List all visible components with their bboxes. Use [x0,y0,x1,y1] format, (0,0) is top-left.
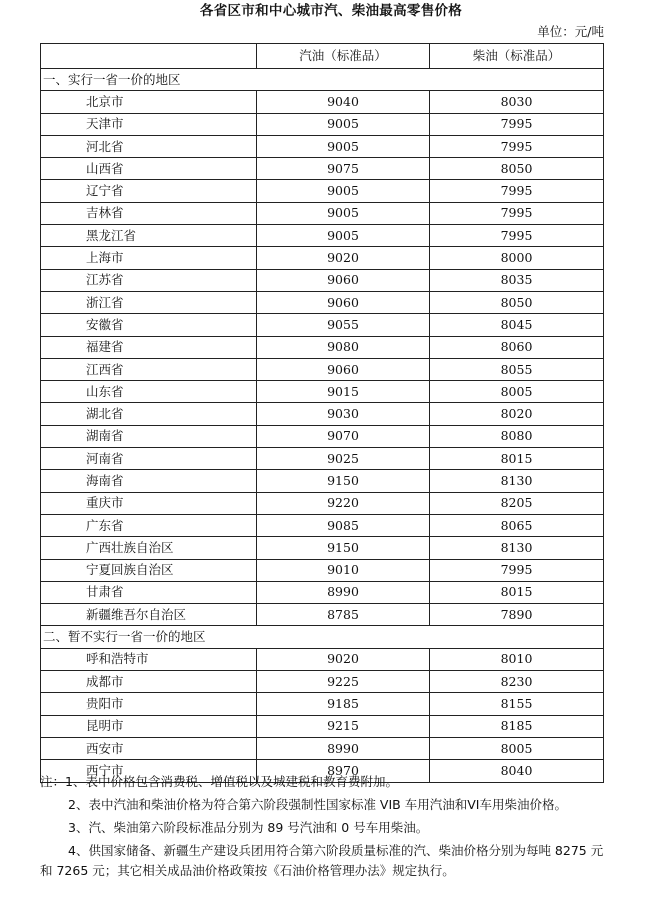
gasoline-price-cell: 8970 [257,760,430,782]
unit-label: 单位：元/吨 [537,24,604,39]
region-name-cell: 江苏省 [41,269,257,291]
table-row [41,225,604,247]
table-row [41,247,604,269]
region-name-cell: 新疆维吾尔自治区 [41,604,257,626]
region-name-cell: 山东省 [41,381,257,403]
section-row-2 [41,626,604,648]
gasoline-price-cell: 9075 [257,158,430,180]
gasoline-price-cell: 9070 [257,425,430,447]
diesel-price-cell: 7995 [430,135,604,157]
table-row [41,581,604,603]
table-row [41,314,604,336]
region-name-cell: 呼和浩特市 [41,648,257,670]
region-name-cell: 黑龙江省 [41,225,257,247]
page-title: 各省区市和中心城市汽、柴油最高零售价格 [199,3,463,19]
diesel-price-cell: 8130 [430,537,604,559]
gasoline-price-cell: 9060 [257,269,430,291]
table-row [41,537,604,559]
section-label-1: 一、实行一省一价的地区 [41,69,604,91]
gasoline-price-cell: 9005 [257,180,430,202]
gasoline-price-cell: 9005 [257,135,430,157]
region-name-cell: 湖南省 [41,425,257,447]
table-row [41,358,604,380]
gasoline-price-cell: 8990 [257,737,430,759]
diesel-price-cell: 7995 [430,225,604,247]
diesel-price-cell: 8040 [430,760,604,782]
header-gasoline: 汽油（标准品） [257,44,430,69]
table-row [41,381,604,403]
gasoline-price-cell: 9150 [257,537,430,559]
region-name-cell: 北京市 [41,91,257,113]
diesel-price-cell: 8045 [430,314,604,336]
gasoline-price-cell: 9040 [257,91,430,113]
gasoline-price-cell: 8990 [257,581,430,603]
region-name-cell: 贵阳市 [41,693,257,715]
diesel-price-cell: 7995 [430,202,604,224]
table-row [41,648,604,670]
table-row [41,604,604,626]
region-name-cell: 山西省 [41,158,257,180]
gasoline-price-cell: 8785 [257,604,430,626]
table-row [41,425,604,447]
gasoline-price-cell: 9005 [257,113,430,135]
diesel-price-cell: 8030 [430,91,604,113]
diesel-price-cell: 8010 [430,648,604,670]
gasoline-price-cell: 9215 [257,715,430,737]
table-row [41,737,604,759]
table-header-row [41,44,604,69]
diesel-price-cell: 8015 [430,448,604,470]
gasoline-price-cell: 9150 [257,470,430,492]
region-name-cell: 河南省 [41,448,257,470]
gasoline-price-cell: 9080 [257,336,430,358]
gasoline-price-cell: 9020 [257,247,430,269]
diesel-price-cell: 8230 [430,671,604,693]
note-3: 3、汽、柴油第六阶段标准品分别为 89 号汽油和 0 号车用柴油。 [68,820,429,835]
table-row [41,291,604,313]
table-row [41,269,604,291]
region-name-cell: 宁夏回族自治区 [41,559,257,581]
table-row [41,514,604,536]
gasoline-price-cell: 9055 [257,314,430,336]
region-name-cell: 天津市 [41,113,257,135]
region-name-cell: 湖北省 [41,403,257,425]
table-row [41,715,604,737]
table-row [41,671,604,693]
notes [40,772,608,884]
region-name-cell: 安徽省 [41,314,257,336]
note-1: 注：1、表中价格包含消费税、增值税以及城建税和教育费附加。 [40,774,398,789]
table-row [41,492,604,514]
region-name-cell: 浙江省 [41,291,257,313]
region-name-cell: 昆明市 [41,715,257,737]
table-row [41,91,604,113]
gasoline-price-cell: 9225 [257,671,430,693]
gasoline-price-cell: 9025 [257,448,430,470]
diesel-price-cell: 8205 [430,492,604,514]
table-row [41,336,604,358]
table-row [41,158,604,180]
region-name-cell: 辽宁省 [41,180,257,202]
gasoline-price-cell: 9010 [257,559,430,581]
diesel-price-cell: 8185 [430,715,604,737]
diesel-price-cell: 8050 [430,158,604,180]
region-name-cell: 成都市 [41,671,257,693]
diesel-price-cell: 8060 [430,336,604,358]
diesel-price-cell: 7995 [430,559,604,581]
region-name-cell: 吉林省 [41,202,257,224]
diesel-price-cell: 7995 [430,113,604,135]
table-row [41,202,604,224]
gasoline-price-cell: 9060 [257,291,430,313]
gasoline-price-cell: 9085 [257,514,430,536]
table-row [41,470,604,492]
table-row [41,135,604,157]
region-name-cell: 江西省 [41,358,257,380]
region-name-cell: 西安市 [41,737,257,759]
note-2: 2、表中汽油和柴油价格为符合第六阶段强制性国家标准 VIB 车用汽油和VI车用柴油价格。 [68,797,567,812]
diesel-price-cell: 8005 [430,737,604,759]
diesel-price-cell: 8020 [430,403,604,425]
gasoline-price-cell: 9060 [257,358,430,380]
section-label-2: 二、暂不实行一省一价的地区 [41,626,604,648]
diesel-price-cell: 8035 [430,269,604,291]
diesel-price-cell: 8130 [430,470,604,492]
region-name-cell: 广西壮族自治区 [41,537,257,559]
diesel-price-cell: 8015 [430,581,604,603]
diesel-price-cell: 8000 [430,247,604,269]
gasoline-price-cell: 9015 [257,381,430,403]
gasoline-price-cell: 9185 [257,693,430,715]
gasoline-price-cell: 9020 [257,648,430,670]
diesel-price-cell: 8005 [430,381,604,403]
region-name-cell: 甘肃省 [41,581,257,603]
header-diesel: 柴油（标准品） [430,44,604,69]
region-name-cell: 福建省 [41,336,257,358]
diesel-price-cell: 7995 [430,180,604,202]
note-4: 4、供国家储备、新疆生产建设兵团用符合第六阶段质量标准的汽、柴油价格分别为每吨 8275 元和 7265 元；其它相关成品油价格政策按《石油价格管理办法》规定执行。 [40,843,604,878]
table-row [41,180,604,202]
table-row [41,693,604,715]
table-row [41,448,604,470]
table-row [41,403,604,425]
gasoline-price-cell: 9030 [257,403,430,425]
diesel-price-cell: 7890 [430,604,604,626]
price-table [40,43,604,783]
diesel-price-cell: 8065 [430,514,604,536]
region-name-cell: 河北省 [41,135,257,157]
diesel-price-cell: 8155 [430,693,604,715]
diesel-price-cell: 8050 [430,291,604,313]
gasoline-price-cell: 9005 [257,202,430,224]
region-name-cell: 上海市 [41,247,257,269]
diesel-price-cell: 8055 [430,358,604,380]
section-row-1 [41,69,604,91]
region-name-cell: 广东省 [41,514,257,536]
region-name-cell: 西宁市 [41,760,257,782]
header-region [41,44,257,69]
gasoline-price-cell: 9220 [257,492,430,514]
region-name-cell: 海南省 [41,470,257,492]
diesel-price-cell: 8080 [430,425,604,447]
gasoline-price-cell: 9005 [257,225,430,247]
region-name-cell: 重庆市 [41,492,257,514]
table-row [41,113,604,135]
table-row [41,559,604,581]
